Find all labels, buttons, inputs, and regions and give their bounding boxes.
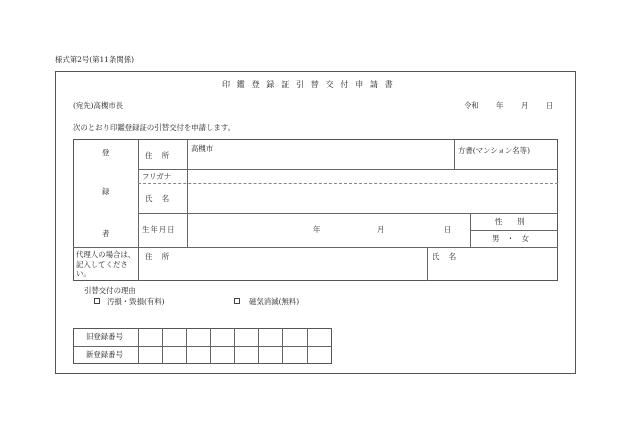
number-grid-col-7 [307, 328, 308, 364]
row-divider-2 [138, 213, 558, 214]
date-day: 日 [546, 101, 554, 110]
reason-checkbox-1[interactable] [94, 298, 100, 304]
col-divider-1 [138, 139, 139, 281]
row-divider-1 [138, 169, 558, 170]
birthdate-label: 生年月日 [142, 225, 176, 234]
registrant-label-1: 登 [102, 148, 110, 157]
katagaki-label: 方書(マンション名等) [458, 146, 530, 155]
reason-option-2: 磁気消滅(無料) [249, 297, 300, 306]
number-grid-col-0 [138, 328, 139, 364]
reason-heading: 引替交付の理由 [84, 286, 136, 295]
agent-address-label: 住 所 [145, 252, 171, 261]
number-grid-col-6 [282, 328, 283, 364]
number-grid-col-2 [186, 328, 187, 364]
number-grid-col-4 [234, 328, 235, 364]
date-year: 年 [496, 101, 504, 110]
new-number-label: 新登録番号 [86, 350, 123, 359]
reason-checkbox-2[interactable] [234, 298, 240, 304]
agent-note: 代理人の場合は、記入してください。 [76, 250, 136, 279]
reason-option-1: 汚損・毀損(有料) [107, 297, 165, 306]
agent-name-label: 氏 名 [432, 252, 458, 261]
col-divider-2 [187, 139, 188, 247]
name-label: 氏 名 [145, 194, 171, 203]
agent-divider [427, 247, 428, 281]
date-era: 令和 [464, 101, 479, 110]
number-grid-col-1 [162, 328, 163, 364]
address-label: 住 所 [145, 151, 171, 160]
date-month: 月 [521, 101, 529, 110]
sex-row-divider [470, 230, 558, 231]
old-number-label: 旧登録番号 [86, 332, 123, 341]
birth-month: 月 [377, 225, 385, 234]
row-divider-3 [73, 247, 558, 248]
intro-text: 次のとおり印鑑登録証の引替交付を申請します。 [73, 123, 236, 132]
addressee: (宛先)高槻市長 [73, 101, 124, 110]
number-grid-row-divider [73, 346, 332, 347]
sex-label: 性 別 [495, 217, 525, 226]
registrant-label-3: 者 [102, 229, 110, 238]
form-number: 様式第2号(第11条関係) [55, 55, 134, 64]
birth-year: 年 [313, 225, 321, 234]
number-grid-col-3 [210, 328, 211, 364]
furigana-label: フリガナ [142, 172, 172, 181]
number-grid-col-5 [258, 328, 259, 364]
birth-day: 日 [444, 225, 452, 234]
address-value[interactable]: 高槻市 [191, 144, 214, 153]
katagaki-divider [454, 139, 455, 169]
registrant-label-2: 録 [102, 187, 110, 196]
sex-options[interactable]: 男 ・ 女 [492, 234, 529, 243]
form-title: 印鑑登録証引替交付申請書 [222, 80, 400, 89]
furigana-dash [138, 183, 558, 184]
